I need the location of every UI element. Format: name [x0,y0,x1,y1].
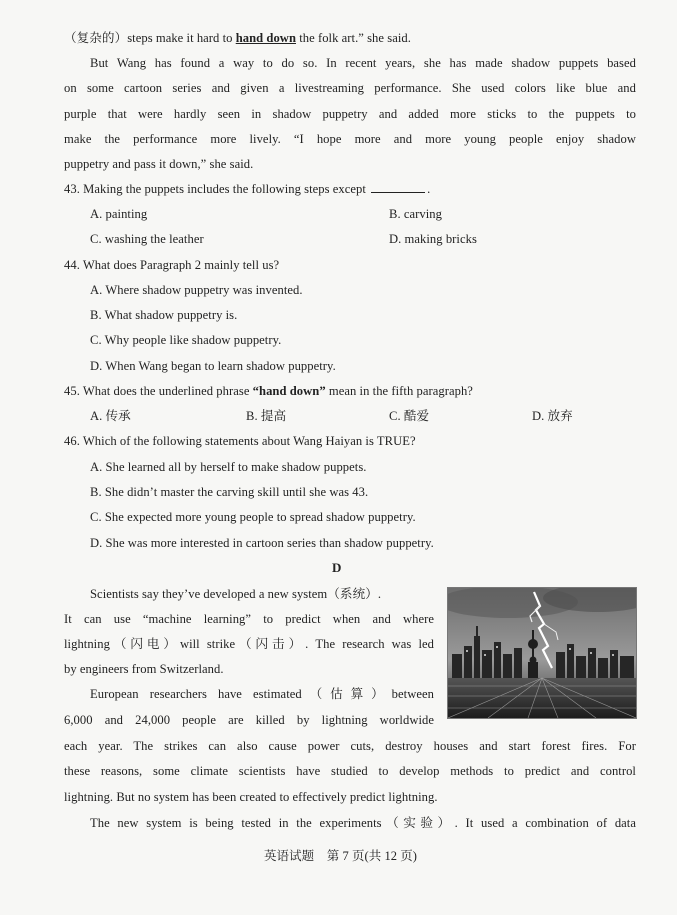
paragraph-line: by engineers from Switzerland. [64,662,224,676]
paragraph-line: lightning（闪电）will strike（闪击）. The research was led [64,637,434,651]
paragraph-line: Scientists say they’ve developed a new system（系统）. [90,587,382,601]
quoted-phrase: “hand down” [252,384,326,398]
option-d: D. When Wang began to learn shadow puppetry. [90,359,336,373]
question-43-stem [64,181,430,197]
question-44-stem: 44. What does Paragraph 2 mainly tell us? [64,258,280,272]
paragraph-line: on some cartoon series and given a livestreaming performance. She used colors like blue and [64,81,636,95]
answer-blank [371,182,425,193]
option-c: C. 酷爱 [389,409,430,423]
option-b: B. 提高 [246,409,287,423]
text: the folk art.” she said. [296,31,411,45]
option-b: B. carving [389,207,442,221]
paragraph-line: these reasons, some climate scientists have studied to develop methods to predict and control [64,764,636,778]
option-b: B. What shadow puppetry is. [90,308,238,322]
paragraph-line: 6,000 and 24,000 people are killed by lightning worldwide [64,713,434,727]
paragraph-line: lightning. But no system has been created to effectively predict lightning. [64,790,438,804]
passage-line [64,30,411,46]
option-a: A. painting [90,207,148,221]
option-a: A. She learned all by herself to make shadow puppets. [90,460,367,474]
paragraph-line: each year. The strikes can also cause power cuts, destroy houses and start forest fires. For [64,739,636,753]
option-d: D. She was more interested in cartoon series than shadow puppetry. [90,536,434,550]
paragraph-line: European researchers have estimated（估算）between [90,687,434,701]
question-45-stem [64,383,473,399]
option-a: A. 传承 [90,409,131,423]
question-end: . [427,182,431,196]
question-text: mean in the fifth paragraph? [325,384,473,398]
option-c: C. Why people like shadow puppetry. [90,333,282,347]
option-d: D. 放弃 [532,409,573,423]
paragraph-line: But Wang has found a way to do so. In recent years, she has made shadow puppets based [90,56,636,70]
paragraph-line: purple that were hardly seen in shadow puppetry and added more sticks to the puppets to [64,107,636,121]
text: （复杂的）steps make it hard to [64,31,236,45]
option-a: A. Where shadow puppetry was invented. [90,283,303,297]
option-d: D. making bricks [389,232,477,246]
paragraph-line: The new system is being tested in the experiments（实验）. It used a combination of data [90,816,636,830]
paragraph-line: puppetry and pass it down,” she said. [64,157,254,171]
option-c: C. She expected more young people to spread shadow puppetry. [90,510,416,524]
page-footer: 英语试题 第 7 页(共 12 页) [264,849,417,863]
question-text: 43. Making the puppets includes the following steps except [64,182,366,196]
question-46-stem: 46. Which of the following statements about Wang Haiyan is TRUE? [64,434,416,448]
lightning-city-photo [447,587,637,719]
underlined-phrase: hand down [235,31,297,45]
paragraph-line: make the performance more lively. “I hope more and more young people enjoy shadow [64,132,636,146]
section-heading: D [332,560,342,575]
paragraph-line: It can use “machine learning” to predict when and where [64,612,434,626]
question-text: 45. What does the underlined phrase [64,384,253,398]
option-b: B. She didn’t master the carving skill until she was 43. [90,485,369,499]
option-c: C. washing the leather [90,232,204,246]
